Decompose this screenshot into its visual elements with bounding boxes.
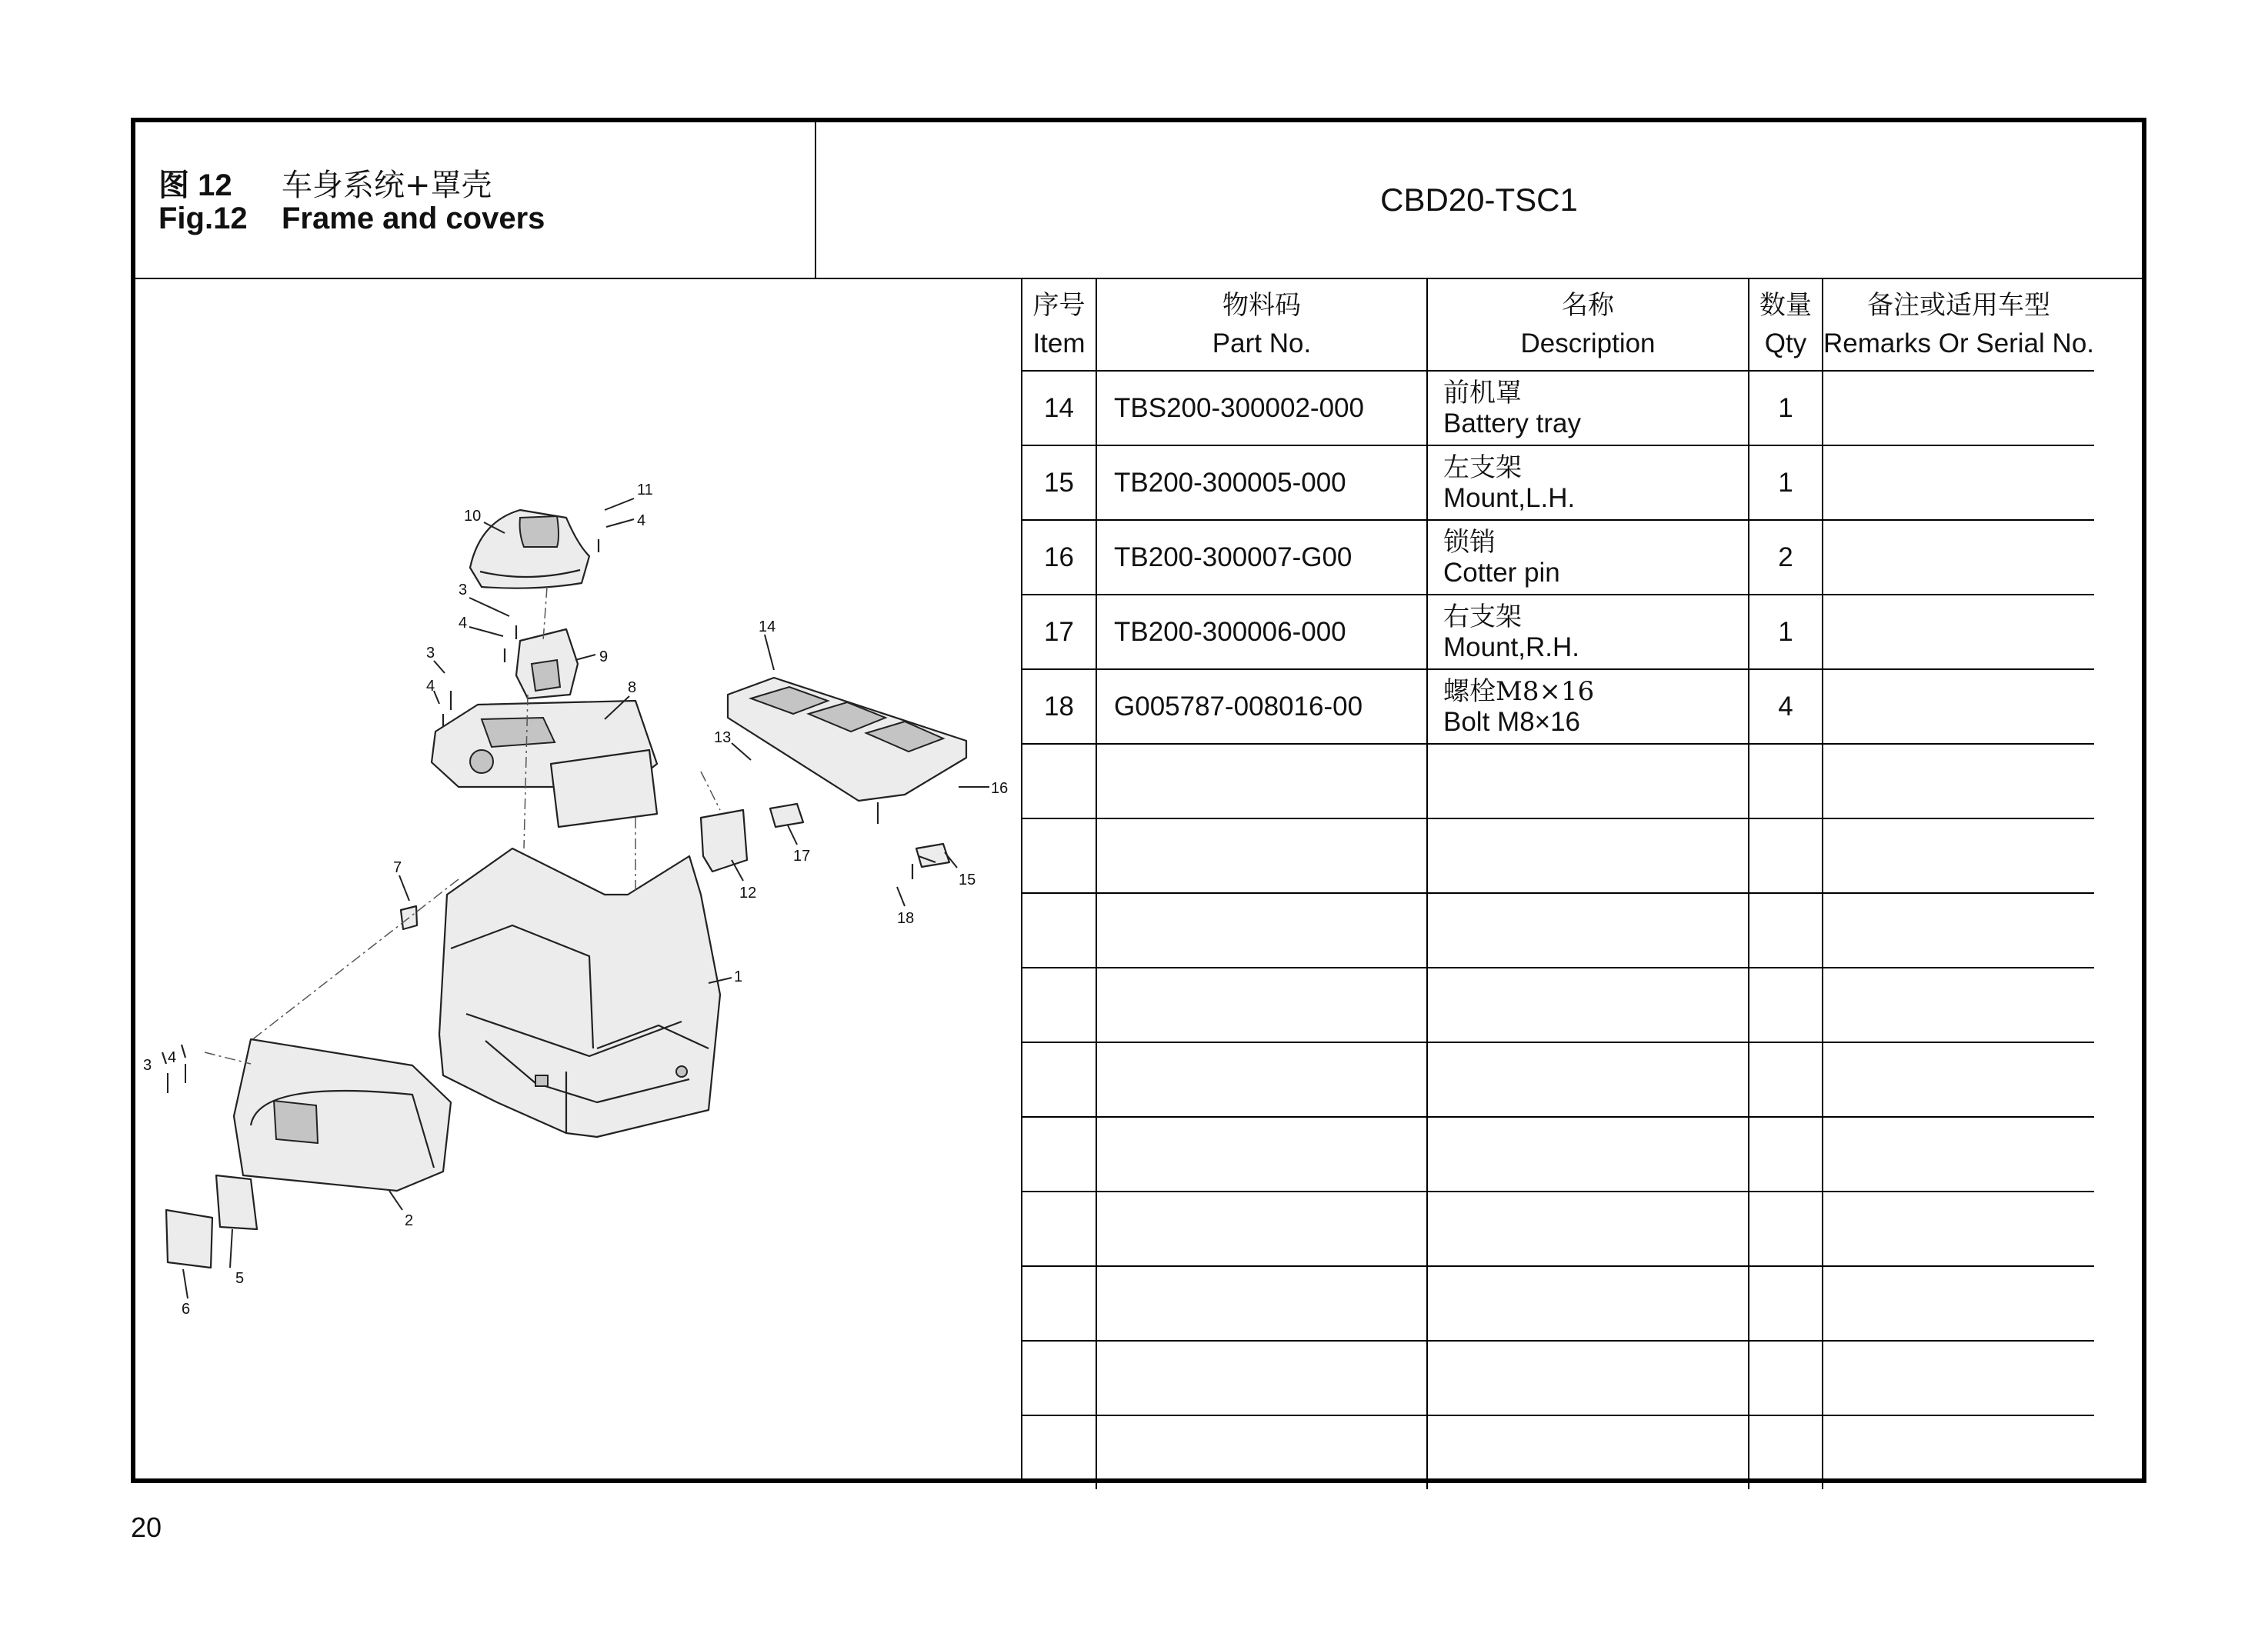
part-no-cell <box>1096 1192 1427 1266</box>
callout-3: 3 <box>143 1057 152 1074</box>
callout-11: 11 <box>637 482 653 498</box>
description-cell <box>1427 1117 1749 1192</box>
remarks-cell <box>1823 893 2094 968</box>
description-cell <box>1427 1192 1749 1266</box>
item-cell <box>1022 1266 1096 1341</box>
callout-15: 15 <box>959 872 976 888</box>
description-cn: 右支架 <box>1443 601 1522 632</box>
part-no-cell <box>1096 1042 1427 1117</box>
qty-cell <box>1749 1266 1823 1341</box>
description-cell <box>1427 520 1749 595</box>
part-no-cell: TBS200-300002-000 <box>1096 371 1427 445</box>
table-row <box>1022 595 2094 669</box>
table-row <box>1022 1117 2094 1192</box>
description-cell <box>1427 893 1749 968</box>
qty-cell: 1 <box>1749 371 1823 445</box>
part-12-mount <box>701 810 747 872</box>
item-cell <box>1022 968 1096 1042</box>
table-row <box>1022 1415 2094 1489</box>
part-17-mount <box>770 804 803 827</box>
item-cell <box>1022 1192 1096 1266</box>
item-cell: 14 <box>1022 371 1096 445</box>
remarks-cell <box>1823 1117 2094 1192</box>
header-item: 序号 Item <box>1022 279 1096 371</box>
part-no-cell <box>1096 1341 1427 1415</box>
part-no-cell: TB200-300005-000 <box>1096 445 1427 520</box>
callout-8: 8 <box>628 679 637 696</box>
part-1-frame <box>439 848 720 1137</box>
callout-6: 6 <box>182 1301 191 1318</box>
callout-1: 1 <box>734 968 743 985</box>
remarks-cell <box>1823 371 2094 445</box>
remarks-cell <box>1823 1266 2094 1341</box>
part-6-plate <box>166 1210 212 1268</box>
callout-3: 3 <box>459 582 468 598</box>
table-row <box>1022 744 2094 818</box>
callout-14: 14 <box>759 618 776 635</box>
part-5-plate <box>216 1175 257 1229</box>
parts-table-body <box>1022 371 2094 1489</box>
table-row <box>1022 1042 2094 1117</box>
part-no-cell: G005787-008016-00 <box>1096 669 1427 744</box>
description-cn: 锁销 <box>1443 526 1496 558</box>
description-cell <box>1427 1266 1749 1341</box>
description-cn: 螺栓M8×16 <box>1443 675 1595 707</box>
table-row <box>1022 1192 2094 1266</box>
qty-cell <box>1749 818 1823 893</box>
description-cn: 左支架 <box>1443 452 1522 483</box>
qty-cell <box>1749 968 1823 1042</box>
parts-table-header-row <box>1022 279 2094 371</box>
callout-13: 13 <box>714 729 732 746</box>
remarks-cell <box>1823 1192 2094 1266</box>
qty-cell: 4 <box>1749 669 1823 744</box>
callout-18: 18 <box>897 910 915 927</box>
part-no-cell <box>1096 893 1427 968</box>
qty-cell <box>1749 1415 1823 1489</box>
part-no-cell <box>1096 1117 1427 1192</box>
part-no-cell: TB200-300006-000 <box>1096 595 1427 669</box>
callout-10: 10 <box>464 508 482 525</box>
description-en: Mount,R.H. <box>1443 632 1579 662</box>
remarks-cell <box>1823 445 2094 520</box>
header-part-no: 物料码 Part No. <box>1096 279 1427 371</box>
description-cell <box>1427 818 1749 893</box>
remarks-cell <box>1823 818 2094 893</box>
item-cell: 18 <box>1022 669 1096 744</box>
part-8-console <box>432 701 657 827</box>
description-cell <box>1427 371 1749 445</box>
part-no-cell <box>1096 968 1427 1042</box>
callout-5: 5 <box>235 1270 245 1287</box>
description-cell <box>1427 445 1749 520</box>
figure-name-en: Frame and covers <box>282 202 545 235</box>
item-cell: 16 <box>1022 520 1096 595</box>
callout-17: 17 <box>793 848 811 865</box>
table-row <box>1022 818 2094 893</box>
callout-7: 7 <box>393 859 402 876</box>
item-cell <box>1022 818 1096 893</box>
item-cell <box>1022 1042 1096 1117</box>
qty-cell <box>1749 1042 1823 1117</box>
remarks-cell <box>1823 595 2094 669</box>
item-cell <box>1022 1415 1096 1489</box>
qty-cell <box>1749 744 1823 818</box>
qty-cell: 1 <box>1749 445 1823 520</box>
description-cell <box>1427 1042 1749 1117</box>
qty-cell <box>1749 1192 1823 1266</box>
description-cell <box>1427 744 1749 818</box>
remarks-cell <box>1823 1341 2094 1415</box>
description-en: Cotter pin <box>1443 557 1560 588</box>
exploded-view-diagram <box>135 279 1022 1478</box>
callout-9: 9 <box>599 648 609 665</box>
figure-number-cn: 图 12 <box>158 168 232 202</box>
part-no-cell: TB200-300007-G00 <box>1096 520 1427 595</box>
callout-4: 4 <box>637 512 646 529</box>
remarks-cell <box>1823 968 2094 1042</box>
header-description: 名称 Description <box>1427 279 1749 371</box>
part-9-bracket <box>516 629 578 698</box>
item-cell: 15 <box>1022 445 1096 520</box>
callout-16: 16 <box>991 780 1009 797</box>
item-cell <box>1022 1341 1096 1415</box>
item-cell <box>1022 893 1096 968</box>
callout-12: 12 <box>739 885 757 902</box>
part-14-battery-tray <box>728 678 966 801</box>
description-cell <box>1427 1415 1749 1489</box>
qty-cell: 1 <box>1749 595 1823 669</box>
qty-cell <box>1749 893 1823 968</box>
description-cell <box>1427 669 1749 744</box>
header-qty: 数量 Qty <box>1749 279 1823 371</box>
part-no-cell <box>1096 1266 1427 1341</box>
page-number: 20 <box>131 1512 162 1543</box>
parts-list-table <box>1022 279 2094 1489</box>
header-remarks: 备注或适用车型 Remarks Or Serial No. <box>1823 279 2094 371</box>
table-row <box>1022 371 2094 445</box>
part-no-cell <box>1096 744 1427 818</box>
callout-4: 4 <box>459 615 468 632</box>
table-row <box>1022 1266 2094 1341</box>
item-cell: 17 <box>1022 595 1096 669</box>
remarks-cell <box>1823 1042 2094 1117</box>
item-cell <box>1022 1117 1096 1192</box>
qty-cell <box>1749 1117 1823 1192</box>
table-row <box>1022 968 2094 1042</box>
figure-title-en <box>158 202 545 236</box>
remarks-cell <box>1823 520 2094 595</box>
remarks-cell <box>1823 744 2094 818</box>
part-10-hood <box>470 510 589 588</box>
callout-3: 3 <box>426 645 435 662</box>
part-2-rear-cover <box>234 1039 451 1191</box>
description-en: Bolt M8×16 <box>1443 706 1581 737</box>
description-en: Mount,L.H. <box>1443 482 1576 513</box>
table-row <box>1022 893 2094 968</box>
part-15-mount <box>916 844 949 867</box>
table-row <box>1022 445 2094 520</box>
figure-title-block <box>135 122 816 279</box>
part-no-cell <box>1096 818 1427 893</box>
remarks-cell <box>1823 1415 2094 1489</box>
item-cell <box>1022 744 1096 818</box>
model-name: CBD20-TSC1 <box>1380 182 1578 218</box>
part-no-cell <box>1096 1415 1427 1489</box>
description-cell <box>1427 968 1749 1042</box>
callout-4: 4 <box>168 1049 177 1066</box>
figure-title-cn <box>158 161 492 205</box>
qty-cell <box>1749 1341 1823 1415</box>
exploded-drawing-panel <box>135 279 1022 1478</box>
description-cn: 前机罩 <box>1443 377 1522 408</box>
remarks-cell <box>1823 669 2094 744</box>
description-cell <box>1427 595 1749 669</box>
description-en: Battery tray <box>1443 408 1581 438</box>
figure-number-en: Fig.12 <box>158 202 248 235</box>
qty-cell: 2 <box>1749 520 1823 595</box>
parts-page-frame <box>131 118 2146 1483</box>
model-block <box>816 122 2142 279</box>
table-row <box>1022 1341 2094 1415</box>
callout-4: 4 <box>426 678 435 695</box>
table-row <box>1022 669 2094 744</box>
description-cell <box>1427 1341 1749 1415</box>
table-row <box>1022 520 2094 595</box>
figure-name-cn: 车身系统+罩壳 <box>282 168 492 203</box>
callout-2: 2 <box>405 1212 414 1229</box>
